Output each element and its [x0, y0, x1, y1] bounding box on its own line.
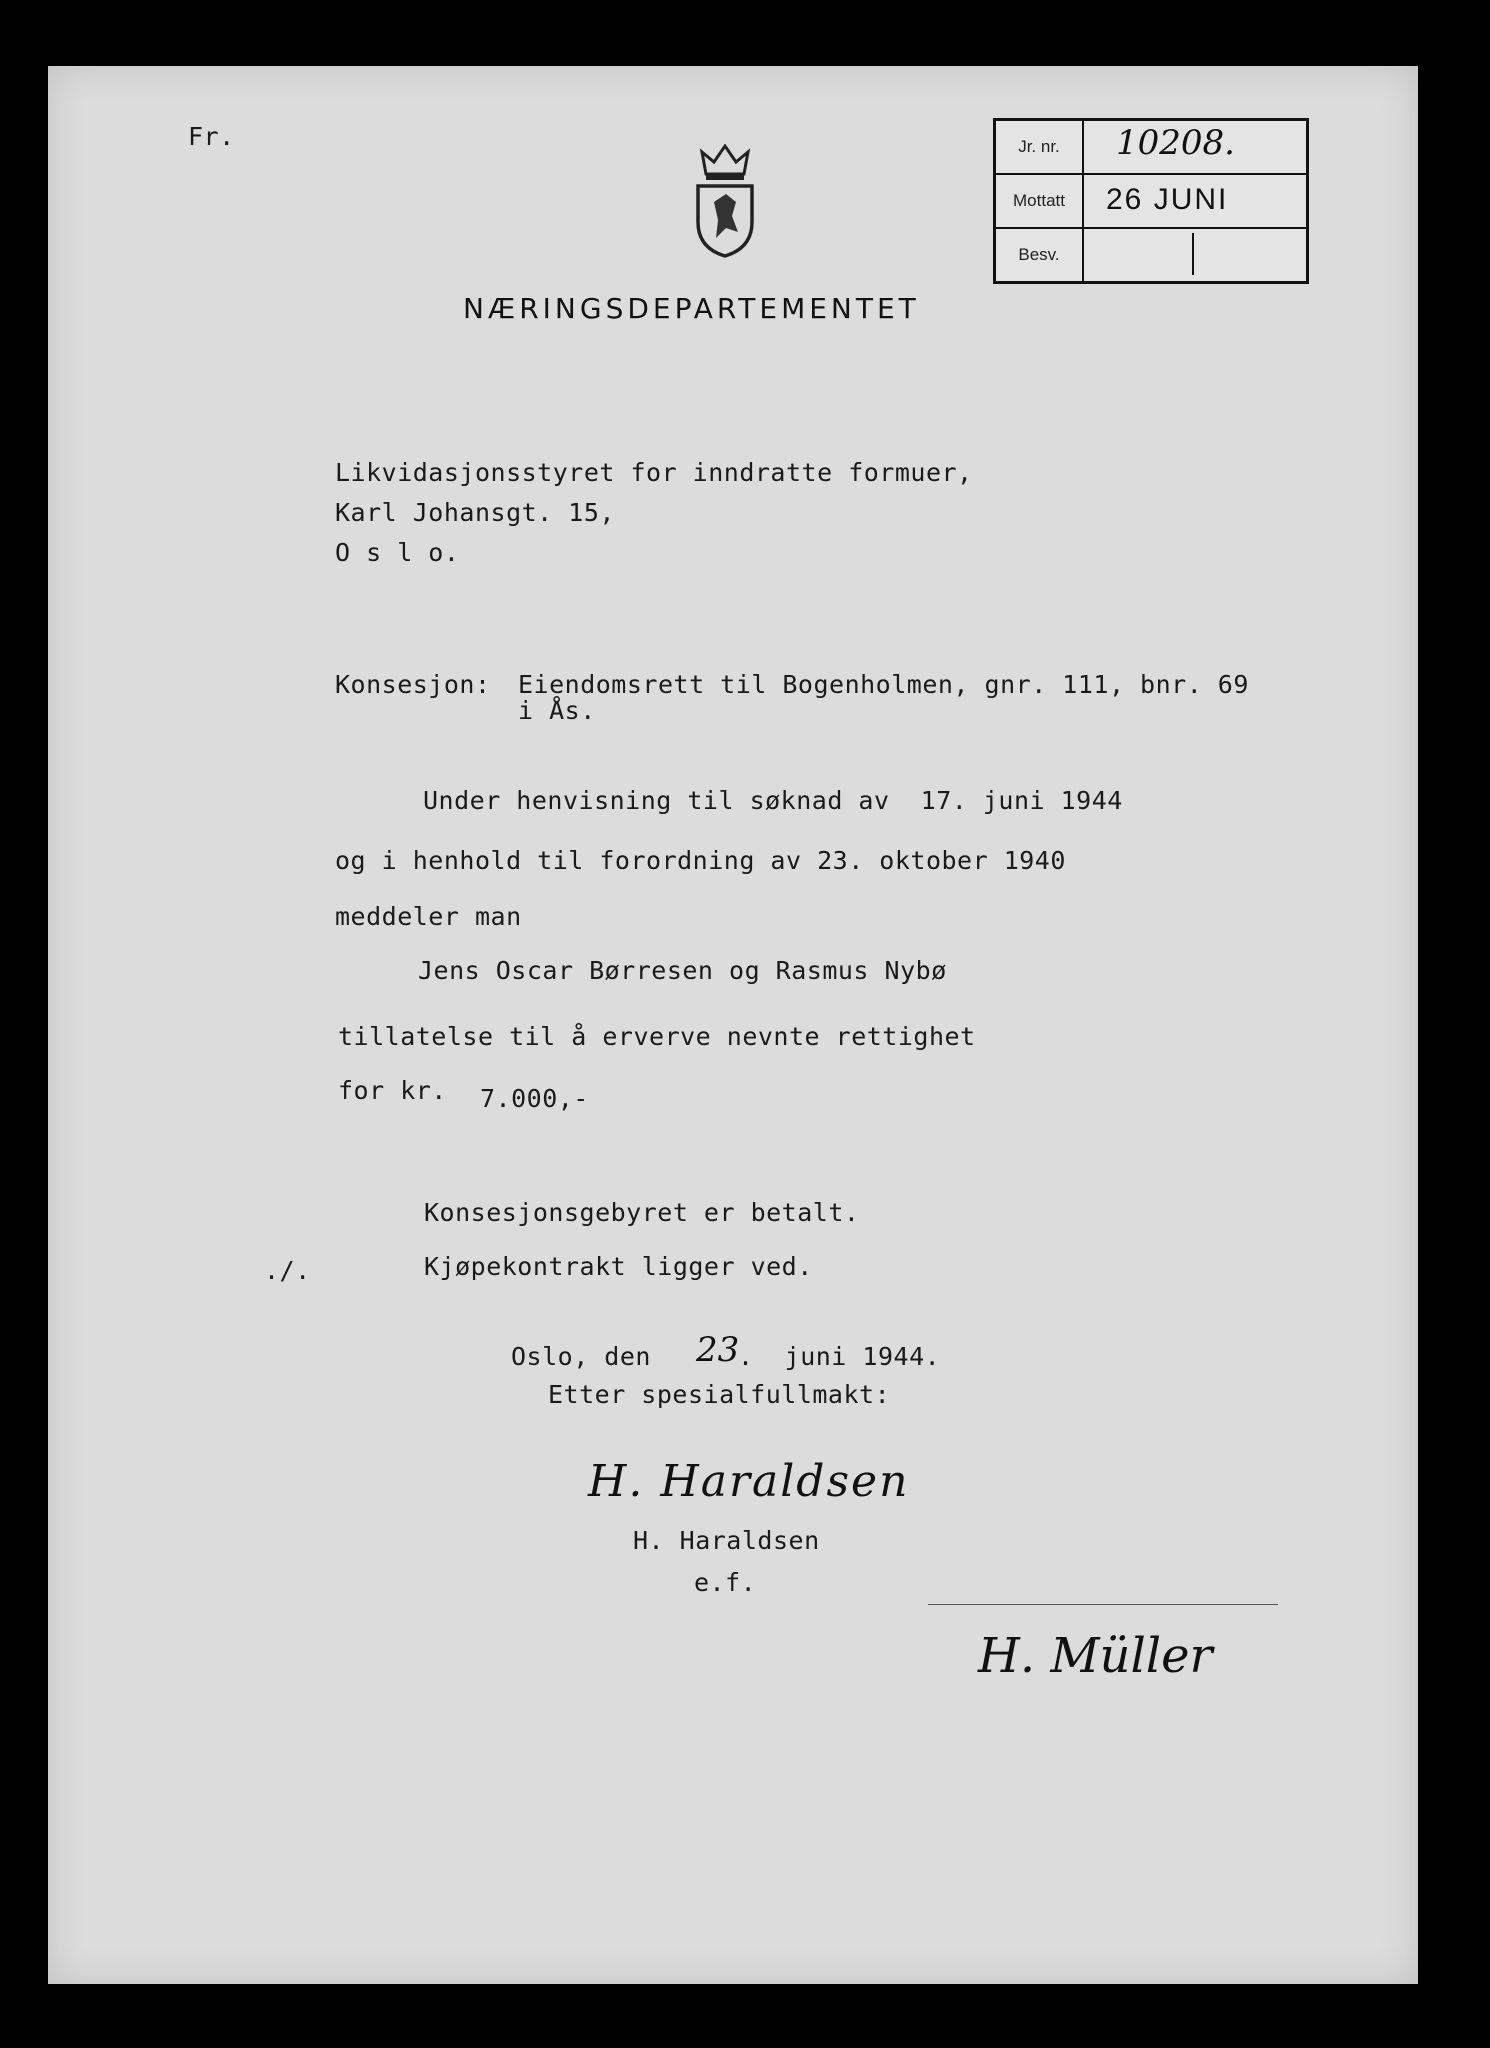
- grantee-names: Jens Oscar Børresen og Rasmus Nybø: [418, 956, 947, 985]
- address-line-3: O s l o.: [335, 538, 460, 567]
- authority-line: Etter spesialfullmakt:: [548, 1380, 891, 1409]
- body-line-3: meddeler man: [335, 902, 522, 931]
- fee-paid-line: Konsesjonsgebyret er betalt.: [424, 1198, 860, 1227]
- subject-label: Konsesjon:: [335, 670, 491, 699]
- address-line-1: Likvidasjonsstyret for inndratte formuer,: [335, 458, 973, 487]
- stamp-mottatt-value: 26 JUNI: [1106, 183, 1229, 216]
- signer-name: H. Haraldsen: [633, 1526, 820, 1555]
- signature-second: H. Müller: [978, 1628, 1213, 1684]
- document-page: [48, 66, 1418, 1984]
- stamp-besv-divider: [1192, 233, 1194, 275]
- body-line-4: tillatelse til å erverve nevnte rettighet: [338, 1022, 976, 1051]
- place-date-prefix: Oslo, den: [511, 1342, 651, 1371]
- attachment-line: Kjøpekontrakt ligger ved.: [424, 1252, 813, 1281]
- subject-line-1: Eiendomsrett til Bogenholmen, gnr. 111, bnr. 69: [518, 670, 1249, 699]
- signature-haraldsen: H. Haraldsen: [588, 1456, 910, 1507]
- body-line-2: og i henhold til forordning av 23. oktober 1940: [335, 846, 1066, 875]
- date-suffix: . juni 1944.: [738, 1342, 941, 1371]
- address-line-2: Karl Johansgt. 15,: [335, 498, 615, 527]
- handwritten-day: 23: [696, 1330, 740, 1370]
- department-heading: NÆRINGSDEPARTEMENTET: [463, 292, 920, 325]
- fr-label: Fr.: [188, 122, 235, 151]
- stamp-row-mottatt: [996, 175, 1306, 229]
- body-line-1: Under henvisning til søknad av 17. juni 1944: [423, 786, 1123, 815]
- signature-line: [928, 1604, 1278, 1605]
- stamp-jr-label: Jr. nr.: [996, 121, 1084, 173]
- stamp-row-jr: [996, 121, 1306, 175]
- price-label: for kr.: [338, 1076, 447, 1105]
- stamp-row-besv: [996, 229, 1306, 281]
- stamp-besv-label: Besv.: [996, 229, 1084, 281]
- price-amount: 7.000,-: [480, 1084, 589, 1113]
- signer-title: e.f.: [694, 1568, 757, 1597]
- attachment-mark: ./.: [264, 1256, 311, 1285]
- coat-of-arms-icon: [692, 144, 758, 258]
- stamp-jr-value: 10208.: [1116, 123, 1235, 163]
- subject-line-2: i Ås.: [518, 696, 596, 725]
- received-stamp: [993, 118, 1309, 284]
- stamp-mottatt-label: Mottatt: [996, 175, 1084, 227]
